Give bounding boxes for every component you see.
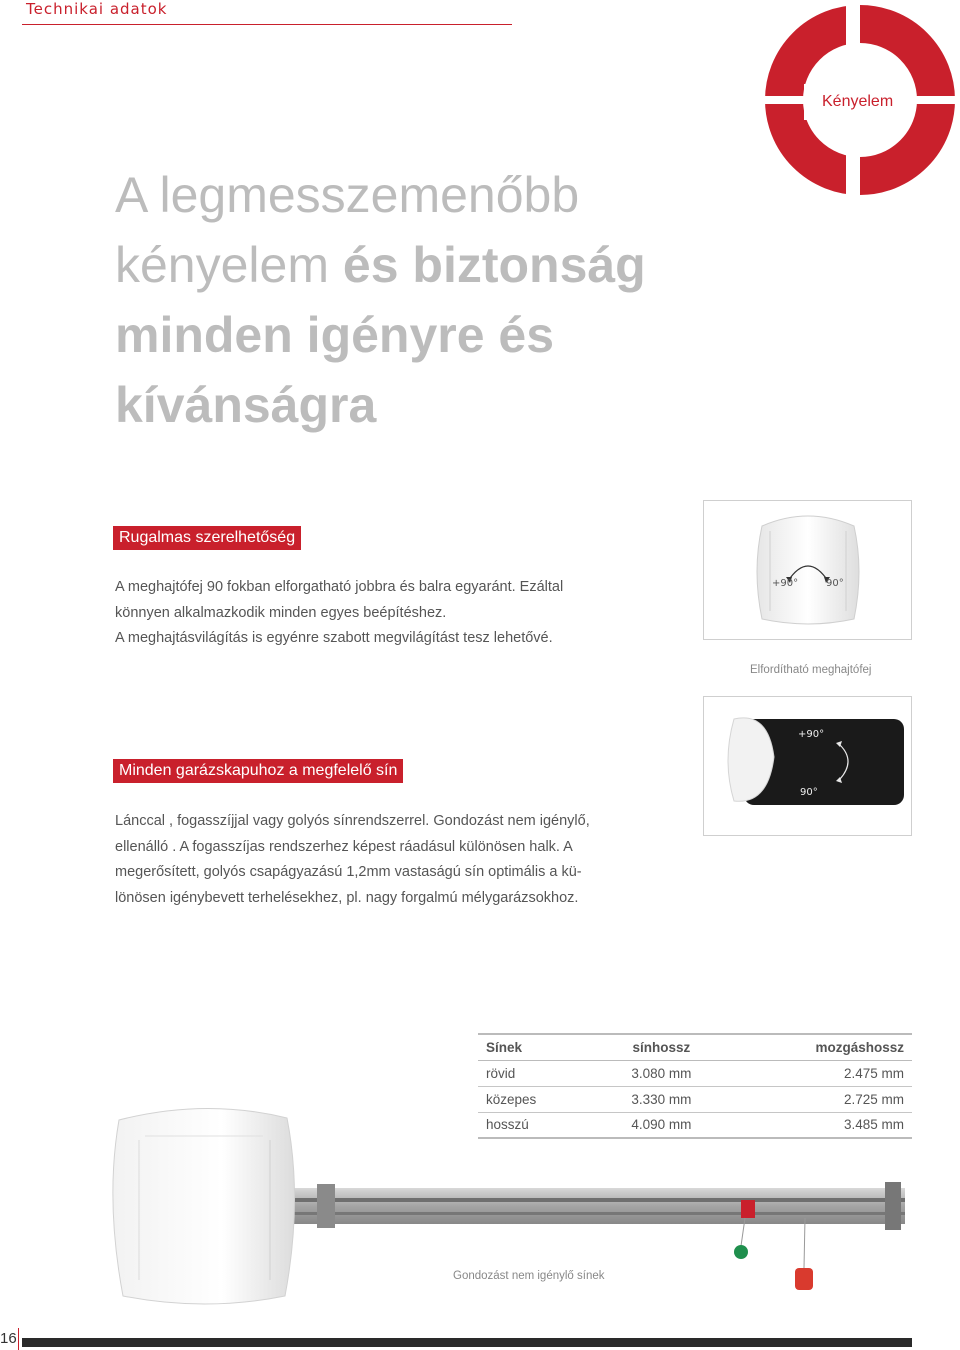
light-cover-image bbox=[704, 697, 912, 836]
page-number-divider bbox=[18, 1328, 19, 1350]
cell-rail: hosszú bbox=[478, 1112, 595, 1138]
angle-bottom: 90° bbox=[800, 787, 818, 798]
title-line-1: A legmesszemenőbb bbox=[115, 167, 580, 223]
section-title: Technikai adatok bbox=[26, 0, 168, 18]
page-title bbox=[115, 160, 735, 440]
product-caption: Gondozást nem igénylő sínek bbox=[453, 1270, 605, 1282]
cell-length: 3.080 mm bbox=[595, 1060, 729, 1086]
section2-line: lönösen igénybevett terhelésekhez, pl. nagy forgalmú mélygarázsokhoz. bbox=[115, 889, 579, 906]
col-header-length: sínhossz bbox=[595, 1034, 729, 1060]
page-header bbox=[0, 0, 510, 26]
header-rule bbox=[22, 24, 512, 25]
angle-right: 90° bbox=[826, 578, 844, 589]
angle-left: +90° bbox=[772, 578, 799, 589]
cell-travel: 2.475 mm bbox=[728, 1060, 912, 1086]
col-header-rail: Sínek bbox=[478, 1034, 595, 1060]
opener-rail-image bbox=[105, 1100, 920, 1320]
drive-head-image bbox=[704, 501, 912, 640]
footer-bar bbox=[22, 1338, 912, 1347]
page-number: 16 bbox=[0, 1330, 17, 1347]
badge-label: Kényelem bbox=[822, 93, 894, 110]
cell-length: 4.090 mm bbox=[595, 1112, 729, 1138]
title-line-4: kívánságra bbox=[115, 377, 377, 433]
cell-rail: közepes bbox=[478, 1086, 595, 1112]
section2-line: ellenálló . A fogasszíjas rendszerhez képest ráadásul különösen halk. A bbox=[115, 838, 573, 855]
cell-length: 3.330 mm bbox=[595, 1086, 729, 1112]
title-light: kényelem bbox=[115, 237, 343, 293]
cell-rail: rövid bbox=[478, 1060, 595, 1086]
col-header-travel: mozgáshossz bbox=[728, 1034, 912, 1060]
title-line-2 bbox=[115, 230, 735, 300]
table-row bbox=[478, 1060, 912, 1086]
section1-line: A meghajtófej 90 fokban elforgatható jobbra és balra egyaránt. Ezáltal bbox=[115, 579, 564, 595]
title-bold: és biztonság bbox=[342, 237, 646, 293]
cell-travel: 2.725 mm bbox=[728, 1086, 912, 1112]
table-header-row bbox=[478, 1034, 912, 1060]
title-line-3: minden igényre és bbox=[115, 307, 555, 363]
cell-travel: 3.485 mm bbox=[728, 1112, 912, 1138]
section2-line: Lánccal , fogasszíjjal vagy golyós sínrendszerrel. Gondozást nem igénylő, bbox=[115, 813, 590, 829]
section1-line: A meghajtásvilágítás is egyénre szabott megvilágítást tesz lehetővé. bbox=[115, 630, 553, 646]
section1-line: könnyen alkalmazkodik minden egyes beépítéshez. bbox=[115, 604, 447, 621]
drive-head-photo bbox=[703, 500, 912, 640]
angle-top: +90° bbox=[798, 729, 825, 740]
section2-text bbox=[115, 809, 635, 911]
section2-line: megerősített, golyós csapágyazású 1,2mm vastaságú sín optimális a kü- bbox=[115, 864, 582, 880]
section1-text bbox=[115, 575, 675, 652]
section1-label: Rugalmas szerelhetőség bbox=[113, 526, 301, 550]
section2-label: Minden garázskapuhoz a megfelelő sín bbox=[113, 759, 403, 783]
photo1-caption: Elfordítható meghajtófej bbox=[750, 664, 872, 676]
light-cover-photo bbox=[703, 696, 912, 836]
